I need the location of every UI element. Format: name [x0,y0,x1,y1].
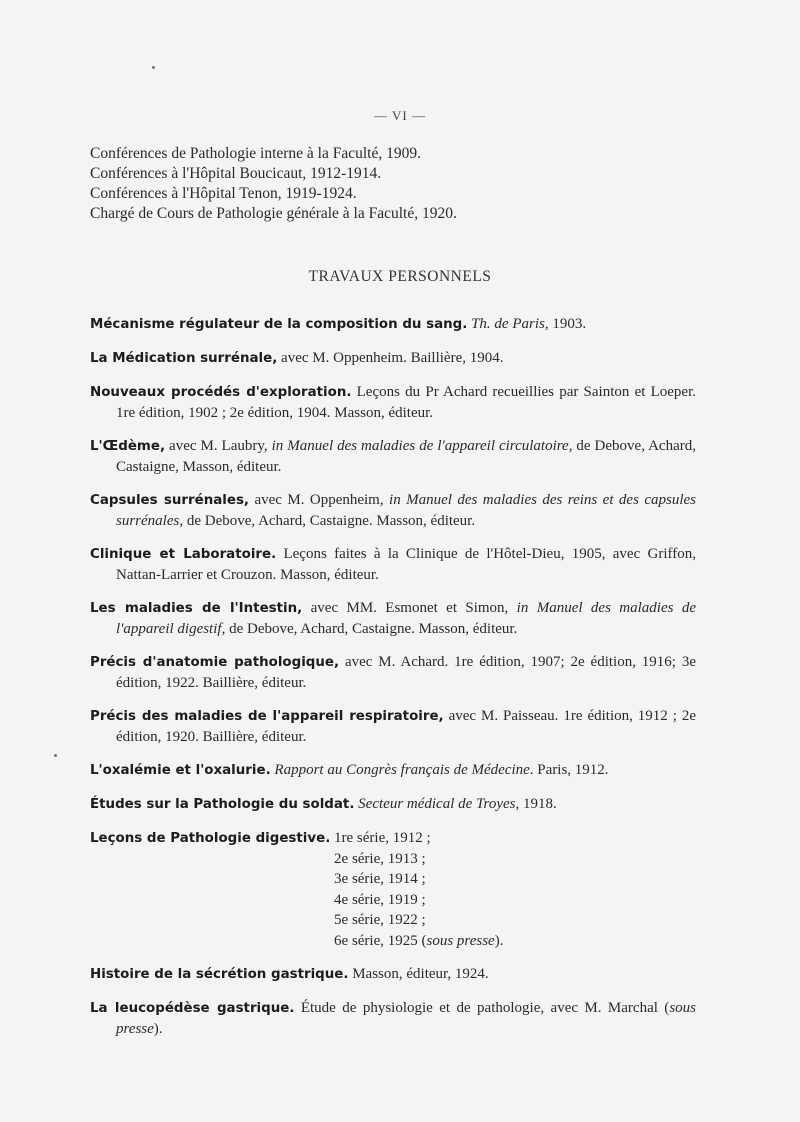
work-text: , de Debove, Achard, Castaigne. Masson, éditeur. [221,621,518,637]
work-italic: Th. de Paris [471,316,545,332]
work-title: La Médication surrénale, [90,351,278,366]
work-text: , 1918. [515,796,557,812]
work-italic: Secteur médical de Troyes [358,796,516,812]
work-text: Étude de physiologie et de pathologie, avec M. Marchal ( [294,1000,670,1016]
work-title: Capsules surrénales, [90,493,250,508]
work-text: avec MM. Esmonet et Simon, [302,600,517,616]
series-italic: sous presse [426,932,495,949]
work-italic: Rapport au Congrès français de Médecine [274,762,530,778]
work-italic: sous presse [116,1000,696,1037]
ink-speck [152,66,155,69]
intro-line: Chargé de Cours de Pathologie générale à la Faculté, 1920. [90,205,457,222]
work-entry [90,652,696,693]
work-text: . Paris, 1912. [529,762,609,778]
work-text: Masson, éditeur, 1924. [348,966,489,982]
section-heading: TRAVAUX PERSONNELS [308,268,492,285]
work-text: Leçons du Pr Achard recueillies par Sainton et Loeper. 1re édition, 1902 ; 2e édition, 1904. Masson, éditeur. [116,384,697,421]
work-italic: in Manuel des maladies de l'appareil circulatoire [271,438,569,454]
work-title: Leçons de Pathologie digestive. [90,831,331,846]
series-item: 4e série, 1919 ; [334,891,426,908]
works-list [90,314,696,1052]
intro-line: Conférences de Pathologie interne à la Faculté, 1909. [90,145,421,162]
work-text: ). [153,1021,163,1037]
series-item: 5e série, 1922 ; [334,912,426,928]
work-text: avec M. Oppenheim. Baillière, 1904. [277,350,504,366]
intro-line: Conférences à l'Hôpital Tenon, 1919-1924. [90,185,357,202]
series-text: 6e série, 1925 ( [334,932,427,949]
work-text: avec M. Oppenheim, [249,492,390,508]
work-title: L'oxalémie et l'oxalurie. [90,763,271,778]
work-title: La leucopédèse gastrique. [90,1001,295,1016]
work-entry [90,964,696,985]
work-entry [90,706,696,747]
ink-speck [54,754,57,757]
series-item: 1re série, 1912 ; [334,830,431,846]
work-entry [90,760,696,781]
series-item: 2e série, 1913 ; [334,850,426,867]
series-item: 3e série, 1914 ; [334,871,426,887]
work-text: , 1903. [544,316,587,332]
work-title: Mécanisme régulateur de la composition du sang. [90,317,468,332]
work-entry [90,998,696,1039]
work-text: , de Debove, Achard, Castaigne. Masson, éditeur. [179,513,476,529]
work-text: avec M. Achard. 1re édition, 1907; 2e édition, 1916; 3e édition, 1922. Baillière, éditeur. [116,654,696,691]
work-entry [90,382,696,423]
work-text: avec M. Paisseau. 1re édition, 1912 ; 2e édition, 1920. Baillière, éditeur. [116,708,697,745]
work-text: avec M. Laubry, [165,438,272,454]
work-title: Études sur la Pathologie du soldat. [90,797,355,812]
work-title: Nouveaux procédés d'exploration. [90,385,352,400]
work-italic: in Manuel des maladies de l'appareil digestif [116,600,696,637]
work-entry [90,544,696,585]
work-entry [90,436,696,477]
work-title: Histoire de la sécrétion gastrique. [90,967,349,982]
work-entry [90,794,696,815]
work-entry [90,598,696,639]
series-text: ). [494,932,504,949]
work-text: , de Debove, Achard, Castaigne, Masson, éditeur. [116,438,696,475]
intro-lines [90,144,730,224]
work-entry [90,314,696,335]
work-text: Leçons faites à la Clinique de l'Hôtel-Dieu, 1905, avec Griffon, Nattan-Larrier et Crouzon. Masson, éditeur. [116,546,697,583]
page-number: — VI — [374,108,426,123]
work-title: Clinique et Laboratoire. [90,547,277,562]
series-item [334,931,503,952]
work-italic: in Manuel des maladies des reins et des capsules surrénales [116,492,696,529]
work-entry [90,490,696,531]
lessons-entry [90,828,696,951]
work-title: Précis des maladies de l'appareil respiratoire, [90,709,444,724]
series-list [334,828,503,951]
work-title: Précis d'anatomie pathologique, [90,655,340,670]
intro-line: Conférences à l'Hôpital Boucicaut, 1912-1914. [90,165,382,182]
work-title: L'Œdème, [90,439,166,454]
work-entry [90,348,696,369]
work-title: Les maladies de l'Intestin, [90,601,303,616]
